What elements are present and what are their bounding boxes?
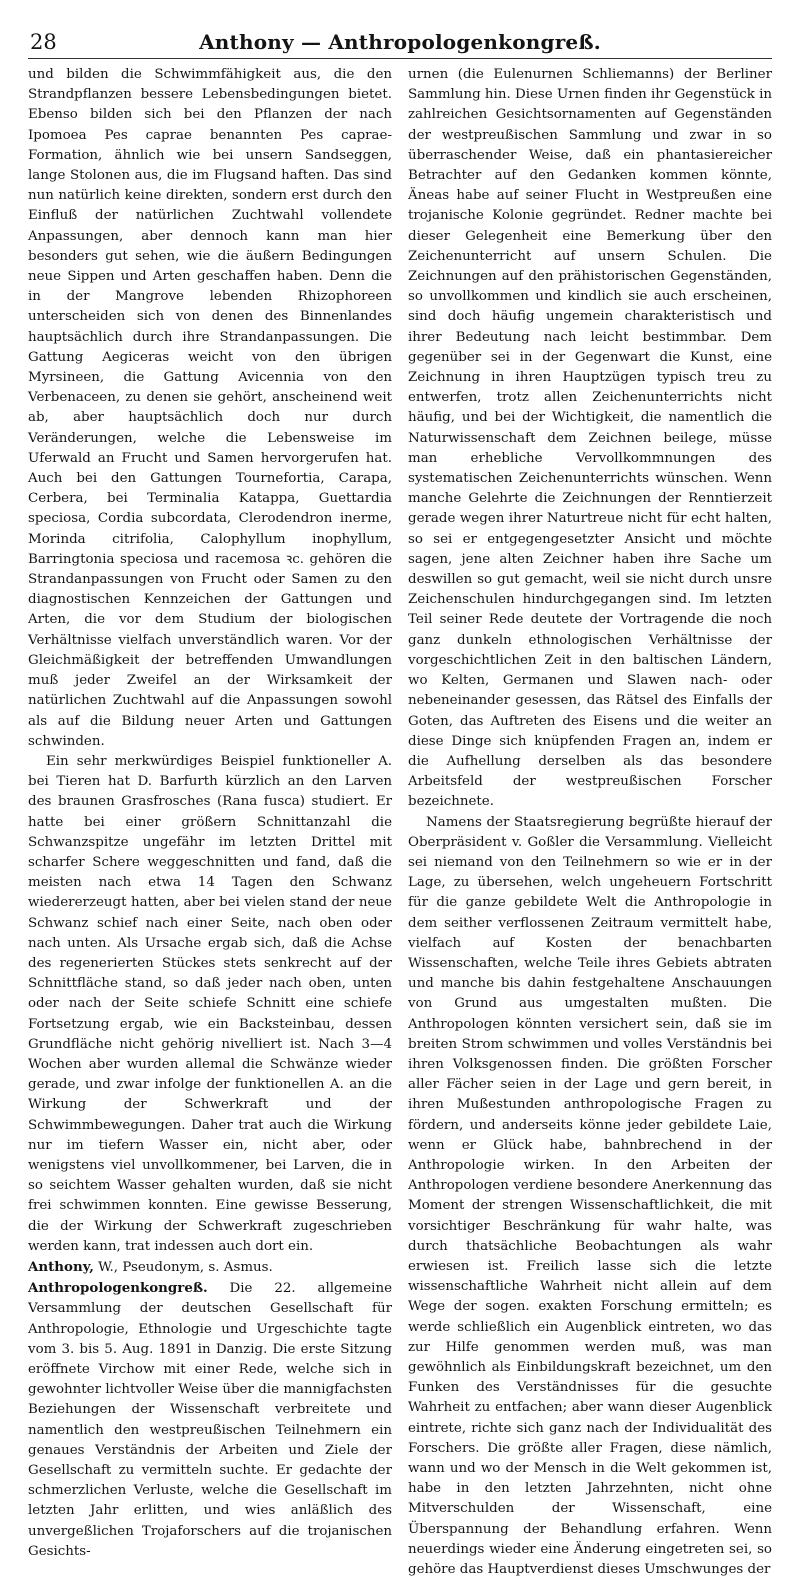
running-title: Anthony — Anthropologenkongreß.	[199, 30, 601, 54]
left-column	[28, 65, 392, 1580]
entry-text: Die 22. allgemeine Versammlung der deutschen Gesellschaft für Anthropologie, Ethnologie und Urgeschichte tagte vom 3. bis 5. Aug. 1891 in Danzig. Die erste Sitzung eröffnete Virchow mit einer Rede, welche sich in gewohnter lichtvoller Weise über die mannigfachsten Beziehungen der Wissenschaft verbreitete und namentlich den westpreußischen Teilnehmern ein genaues Verständnis der Arbeiten und Ziele der Gesellschaft zu vermitteln suchte. Er gedachte der schmerzlichen Verluste, welche die Gesellschaft im letzten Jahr erlitten, und wies anläßlich des unvergeßlichen Trojaforschers auf die trojanischen Gesichts-	[28, 1281, 392, 1559]
paragraph: Ein sehr merkwürdiges Beispiel funktioneller A. bei Tieren hat D. Barfurth kürzlich an den Larven des braunen Grasfrosches (Rana fusca) studiert. Er hatte bei einer größern Schnittanzahl die Schwanzspitze ungefähr im letzten Drittel mit scharfer Schere weggeschnitten und fand, daß die meisten nach etwa 14 Tagen den Schwanz wiedererzeugt hatten, aber bei vielen stand der neue Schwanz schief nach einer Seite, nach oben oder nach unten. Als Ursache ergab sich, daß die Achse des regenerierten Stückes stets senkrecht auf der Schnittfläche stand, so daß jeder nach oben, unten oder nach der Seite schiefe Schnitt eine schiefe Fortsetzung ergab, wie ein Backsteinbau, dessen Grundfläche nicht gehörig nivelliert ist. Nach 3—4 Wochen aber wurden allemal die Schwänze wieder gerade, und zwar infolge der funktionellen A. an die Wirkung der Schwerkraft und der Schwimmbewegungen. Daher trat auch die Wirkung nur im tiefern Wasser ein, nicht aber, oder wenigstens viel unvollkommener, bei Larven, die in so seichtem Wasser gehalten wurden, daß sie nicht frei schwimmen konnten. Eine gewisse Besserung, die der Wirkung der Schwerkraft zugeschrieben werden kann, trat indessen auch dort ein.	[28, 753, 392, 1254]
paragraph: urnen (die Eulenurnen Schliemanns) der Berliner Sammlung hin. Diese Urnen finden ihr Gegenstück in zahlreichen Gesichtsornamenten auf Gegenständen der westpreußischen Sammlung und zwar in so überraschender Weise, daß ein phantasiereicher Betrachter auf den Gedanken kommen könnte, Äneas habe auf seiner Flucht in Westpreußen eine trojanische Kolonie gegründet. Redner machte bei dieser Gelegenheit eine Bemerkung über den Zeichenunterricht auf unsern Schulen. Die Zeichnungen auf den prähistorischen Gegenständen, so unvollkommen und kindlich sie auch erscheinen, sind doch häufig ungemein charakteristisch und ihrer Bedeutung nach leicht bestimmbar. Dem gegenüber sei in der Gegenwart die Kunst, eine Zeichnung in ihren Hauptzügen typisch treu zu entwerfen, trotz allen Zeichenunterrichts nicht häufig, und bei der Wichtigkeit, die namentlich die Naturwissenschaft dem Zeichnen beilege, müsse man erhebliche Vervollkommnungen des systematischen Zeichenunterrichts wünschen. Wenn manche Gelehrte die Zeichnungen der Renntierzeit gerade wegen ihrer Naturtreue nicht für echt halten, so sei er entgegengesetzter Ansicht und möchte sagen, jene alten Zeichner haben ihre Sache um deswillen so gut gemacht, weil sie nicht durch unsre Zeichenschulen hindurchgegangen sind. Im letzten Teil seiner Rede deutete der Vortragende die noch ganz dunkeln ethnologischen Verhältnisse der vorgeschichtlichen Zeit in den baltischen Ländern, wo Kelten, Germanen und Slawen nach- oder nebeneinander gesessen, das Rätsel des Einfalls der Goten, das Auftreten des Eisens und die weiter an diese Dinge sich knüpfenden Fragen an, indem er die Aufhellung derselben als das besondere Arbeitsfeld der westpreußischen Forscher bezeichnete.	[408, 67, 772, 810]
text-columns	[28, 65, 772, 1580]
entry-headword: Anthony,	[28, 1258, 94, 1275]
paragraph: Namens der Staatsregierung begrüßte hierauf der Oberpräsident v. Goßler die Versammlung. Vielleicht sei niemand von den Teilnehmern so wie er in der Lage, zu übersehen, welch ungeheuern Fortschritt für die ganze gebildete Welt die Anthropologie in dem seither verflossenen Zeitraum vermittelt habe, vielfach auf Kosten der benachbarten Wissenschaften, welche Teile ihres Gebiets abtraten und manche bis dahin festgehaltene Anschauungen von Grund aus umgestalten mußten. Die Anthropologen könnten versichert sein, daß sie im breiten Strom schwimmen und volles Verständnis bei ihren Volksgenossen finden. Die größten Forscher aller Fächer seien in der Lage und gern bereit, in ihren Mußestunden anthropologische Fragen zu fördern, und anderseits könne jeder gebildete Laie, wenn er Glück habe, bahnbrechend in der Anthropologie wirken. In den Arbeiten der Anthropologen verdiene besondere Anerkennung das Moment der strengen Wissenschaftlichkeit, die mit vorsichtiger Beschränkung für wahr halte, was durch thatsächliche Beobachtungen als wahr erwiesen ist. Freilich lasse sich die letzte wissenschaftliche Wahrheit nicht allein auf dem Wege der sogen. exakten Forschung ermitteln; es werde schließlich ein Augenblick eintreten, wo das zur Hilfe genommen werden muß, was man gewöhnlich als Einbildungskraft bezeichnet, um den Funken des Verständnisses für die gesuchte Wahrheit zu entfachen; aber wann dieser Augenblick eintrete, richte sich ganz nach der Individualität des Forschers. Die größte aller Fragen, diese nämlich, wann und wo der Mensch in die Welt gekommen ist, habe in den letzten Jahrzehnten, nicht ohne Mitverschulden der Wissenschaft, eine Überspannung der Behandlung erfahren. Wenn neuerdings wieder eine Änderung eingetreten sei, so gehöre das Hauptverdienst dieses Umschwunges der	[408, 814, 772, 1578]
paragraph: und bilden die Schwimmfähigkeit aus, die den Strandpflanzen bessere Lebensbedingungen bietet. Ebenso bilden sich bei den Pflanzen der nach Ipomoea Pes caprae benannten Pes caprae-Formation, ähnlich wie bei unsern Sandseggen, lange Stolonen aus, die im Flugsand haften. Das sind nun natürlich keine direkten, sondern erst durch den Einfluß der natürlichen Zuchtwahl vollendete Anpassungen, aber dennoch kann man hier besonders gut sehen, wie die äußern Bedingungen neue Sippen und Arten geschaffen haben. Denn die in der Mangrove lebenden Rhizophoreen unterscheiden sich von denen des Binnenlandes hauptsächlich durch ihre Strandanpassungen. Die Gattung Aegiceras weicht von den übrigen Myrsineen, die Gattung Avicennia von den Verbenaceen, zu denen sie gehört, anscheinend weit ab, aber hauptsächlich doch nur durch Veränderungen, welche die Lebensweise im Uferwald an Frucht und Samen hervorgerufen hat. Auch bei den Gattungen Tournefortia, Carapa, Cerbera, bei Terminalia Katappa, Guettardia speciosa, Cordia subcordata, Clerodendron inerme, Morinda citrifolia, Calophyllum inophyllum, Barringtonia speciosa und racemosa ꝛc. gehören die Strandanpassungen von Frucht oder Samen zu den diagnostischen Kennzeichen der Gattungen und Arten, die vor dem Studium der biologischen Verhältnisse vielfach unverständlich waren. Vor der Gleichmäßigkeit der betreffenden Umwandlungen muß jeder Zweifel an der Wirksamkeit der natürlichen Zuchtwahl auf die Anpassungen sowohl als auf die Bildung neuer Arten und Gattungen schwinden.	[28, 67, 392, 749]
entry-anthony	[28, 1257, 392, 1278]
page-header	[28, 28, 772, 59]
entry-anthropologenkongress	[28, 1278, 392, 1562]
page-number: 28	[30, 30, 57, 54]
entry-headword: Anthropologenkongreß.	[28, 1280, 208, 1297]
entry-text: W., Pseudonym, s. Asmus.	[93, 1259, 273, 1275]
right-column	[408, 65, 772, 1580]
